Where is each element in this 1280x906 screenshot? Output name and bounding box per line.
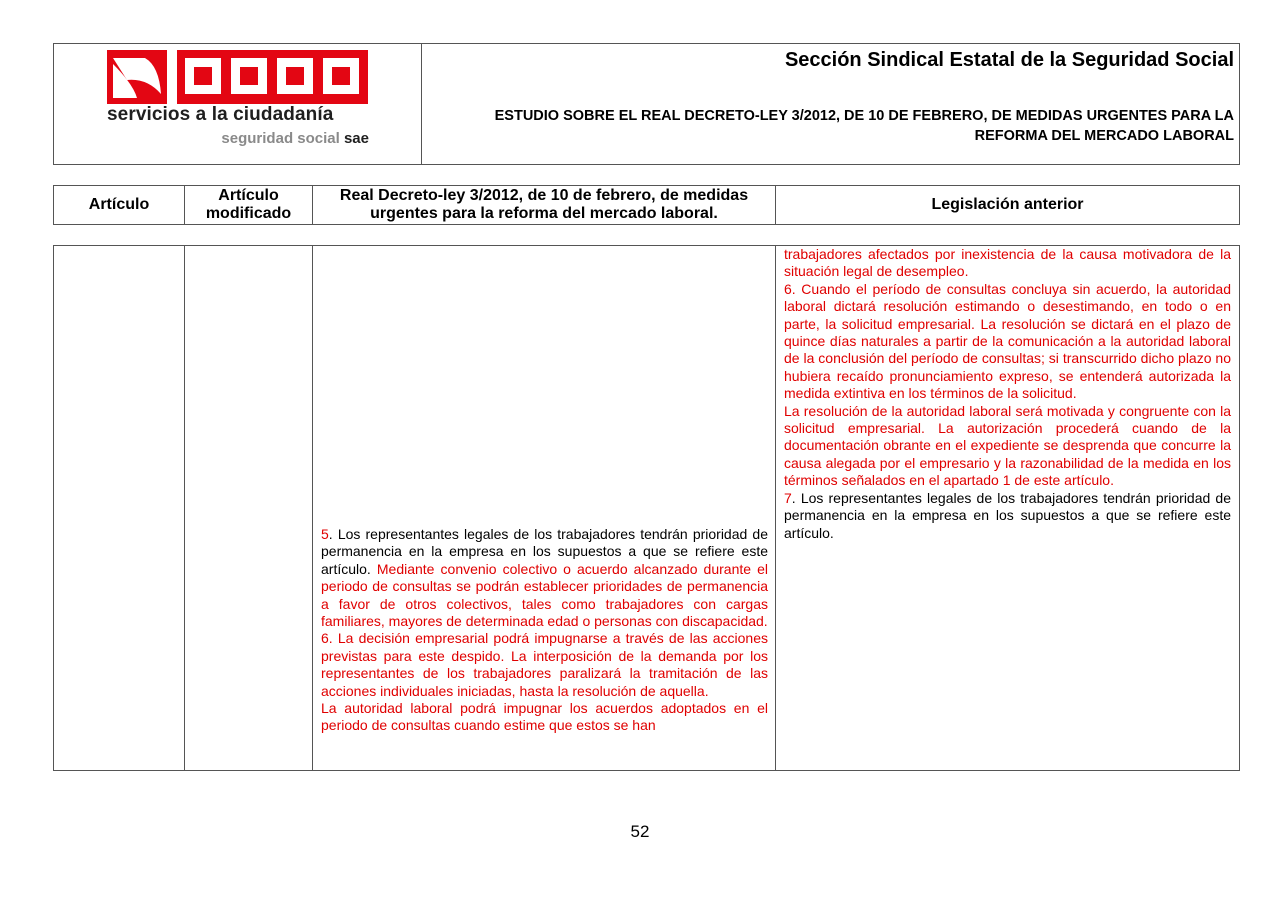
section-title: Sección Sindical Estatal de la Seguridad Social bbox=[784, 49, 1234, 71]
logo-cell bbox=[54, 44, 422, 164]
previous-law-paragraph-6: 6. Cuando el período de consultas concluya sin acuerdo, la autoridad laboral dictará resolución estimando o desestimando, en todo o en parte, la solicitud empresarial. La resolución se dictará en el plazo de quince días naturales a partir de la comunicación a la autoridad laboral de la conclusión del período de consultas; si transcurrido dicho plazo no hubiera recaído pronunciamiento expreso, se entenderá autorizada la medida extintiva en los términos de la solicitud. bbox=[784, 280, 1231, 402]
new-law-paragraph-5: 5. Los representantes legales de los trabajadores tendrán prioridad de permanencia en la empresa en los supuestos a que se refiere este artículo. Mediante convenio colectivo o acuerdo alcanzado durante el periodo de consultas se podrán establecer prioridades de permanencia a favor de otros colectivos, tales como trabajadores con cargas familiares, mayores de determinada edad o personas con discapacidad. bbox=[321, 526, 768, 630]
previous-law-paragraph-7: 7. Los representantes legales de los trabajadores tendrán prioridad de permanencia en la empresa en los supuestos a que se refiere este artículo. bbox=[784, 489, 1231, 541]
ccoo-logo-mark bbox=[107, 50, 167, 104]
new-law-paragraph-6: 6. La decisión empresarial podrá impugnarse a través de las acciones previstas para este despido. La interposición de la demanda por los representantes de los trabajadores paralizará la tramitación de las acciones individuales iniciadas, hasta la resolución de aquella. bbox=[321, 630, 768, 699]
logo-subtagline: seguridad social sae bbox=[221, 130, 369, 147]
header-articulo: Artículo bbox=[88, 196, 150, 213]
header-legislacion-anterior: Legislación anterior bbox=[931, 196, 1084, 213]
new-law-paragraph-authority: La autoridad laboral podrá impugnar los acuerdos adoptados en el periodo de consultas cuando estime que estos se han bbox=[321, 700, 768, 734]
title-cell bbox=[422, 44, 1239, 164]
page-number: 52 bbox=[630, 822, 650, 841]
logo-tagline: servicios a la ciudadanía bbox=[107, 104, 334, 125]
column-divider bbox=[312, 246, 313, 770]
header-articulo-modificado: Artículo modificado bbox=[205, 187, 292, 222]
new-law-text bbox=[321, 526, 768, 735]
previous-law-text bbox=[784, 246, 1231, 542]
header-real-decreto: Real Decreto-ley 3/2012, de 10 de febrero, de medidas urgentes para la reforma del mercado laboral. bbox=[339, 187, 749, 222]
ccoo-logo-wordmark bbox=[177, 50, 368, 104]
previous-law-paragraph-resolution: La resolución de la autoridad laboral será motivada y congruente con la solicitud empresarial. La autorización procederá cuando de la documentación obrante en el expediente se desprenda que concurre la causa alegada por el empresario y la razonabilidad de la medida en los términos señalados en el apartado 1 de este artículo. bbox=[784, 402, 1231, 489]
previous-law-paragraph-continued: trabajadores afectados por inexistencia de la causa motivadora de la situación legal de desempleo. bbox=[784, 246, 1231, 280]
document-header bbox=[53, 43, 1240, 165]
study-title: ESTUDIO SOBRE EL REAL DECRETO-LEY 3/2012, DE 10 DE FEBRERO, DE MEDIDAS URGENTES PARA LA REFORMA DEL MERCADO LABORAL bbox=[494, 108, 1234, 144]
comparison-table-header bbox=[53, 185, 1240, 225]
column-divider bbox=[775, 246, 776, 770]
comparison-table-body bbox=[53, 245, 1240, 771]
column-divider bbox=[184, 246, 185, 770]
